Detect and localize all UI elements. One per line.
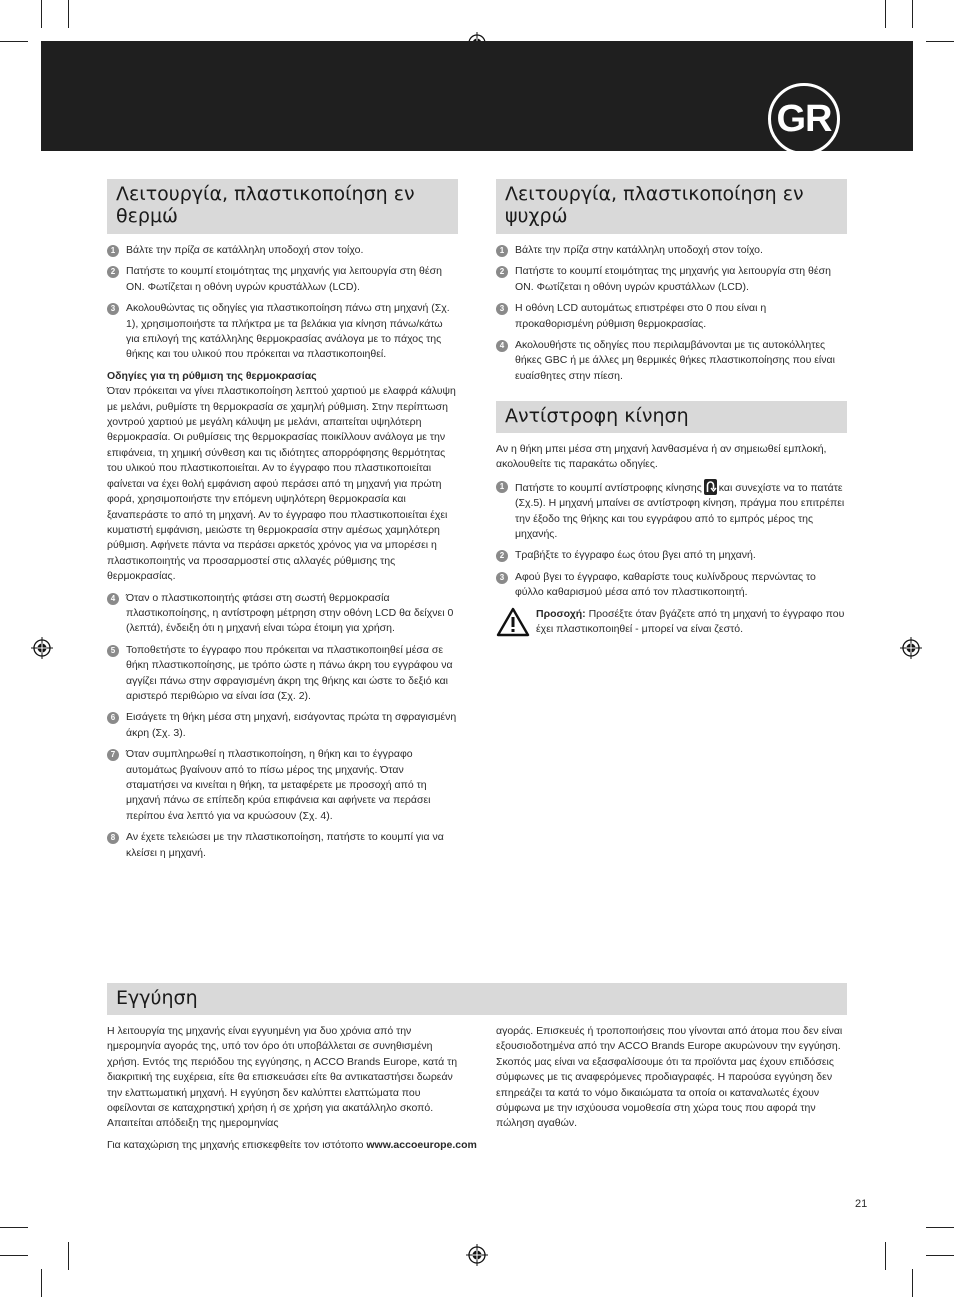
step-number: 1 [496, 245, 508, 257]
crop-mark [885, 1242, 886, 1270]
crop-mark [926, 41, 954, 42]
page-number: 21 [855, 1198, 868, 1210]
section-heading: Αντίστροφη κίνηση [496, 401, 847, 433]
section-heading: Λειτουργία, πλαστικοποίηση εν θερμώ [107, 179, 458, 234]
step-text: Τοποθετήστε το έγγραφο που πρόκειται να πλαστικοποιηθεί μέσα σε θήκη πλαστικοποίησης, με τρόπο ώστε η πάνω άκρη του εγγράφου να αγγίζει πάνω στην σφραγισμένη άκρη της θήκης και ώστε το δεξιό και αριστερό περιθώριο να είναι ίσα (Σχ. 2). [126, 643, 453, 702]
step-text: Βάλτε την πρίζα σε κατάλληλη υποδοχή στον τοίχο. [126, 244, 364, 256]
registration-mark-icon [900, 637, 922, 659]
reverse-button-icon [704, 479, 717, 495]
paragraph: Αν η θήκη μπει μέσα στη μηχανή λανθασμένα ή αν σημειωθεί εμπλοκή, ακολουθείτε τις παρακάτω οδηγίες. [496, 443, 827, 471]
warranty-text-col1: Η λειτουργία της μηχανής είναι εγγυημένη για δυο χρόνια από την ημερομηνία αγοράς της, υπό τον όρο ότι υποβάλλεται σε συνηθισμένη χρήση. Εντός της περιόδου της εγγύησης, η ACCO Brands Europe, κατά τη διακριτική της ευχέρεια, είτε θα επισκευάσει είτε θα αντικαταστήσει δωρεάν την ελαττωματική μηχανή. Η εγγύηση δεν καλύπτει ελαττώματα που οφείλονται σε καταχρηστική χρήση ή σε χρήση για ακατάλληλο σκοπό. Απαιτείται απόδειξη της ημερομηνίας [107, 1025, 458, 1130]
hot-lamination-section [107, 179, 458, 867]
list-item [107, 243, 458, 258]
reverse-section [496, 401, 847, 637]
list-item [496, 338, 847, 384]
list-item [107, 643, 458, 705]
crop-mark [885, 0, 886, 28]
list-item [496, 570, 847, 601]
list-item [496, 243, 847, 258]
step-text: Η οθόνη LCD αυτομάτως επιστρέφει στο 0 που είναι η προκαθορισμένη ρύθμιση θερμοκρασίας. [515, 302, 767, 330]
registration-mark-icon [466, 1244, 488, 1266]
step-text: Τραβήξτε το έγγραφο έως ότου βγει από τη μηχανή. [515, 549, 756, 562]
step-number: 5 [107, 645, 119, 657]
section-heading: Εγγύηση [107, 983, 847, 1015]
warning-icon [496, 607, 530, 637]
step-number: 2 [496, 266, 508, 278]
list-item [107, 710, 458, 741]
cold-lamination-section [496, 179, 847, 390]
crop-mark [912, 0, 913, 28]
warning-label: Προσοχή: [536, 607, 586, 620]
language-badge [768, 83, 840, 155]
step-text: Εισάγετε τη θήκη μέσα στη μηχανή, εισάγοντας πρώτα τη σφραγισμένη άκρη (Σχ. 3). [126, 711, 457, 739]
step-text: Πατήστε το κουμπί ετοιμότητας της μηχανής για λειτουργία στη θέση ON. Φωτίζεται η οθόνη υγρών κρυστάλλων (LCD). [126, 265, 442, 293]
list-item [496, 479, 847, 543]
step-number: 4 [107, 593, 119, 605]
crop-mark [0, 41, 28, 42]
section-heading: Λειτουργία, πλαστικοποίηση εν ψυχρώ [496, 179, 847, 234]
step-number: 6 [107, 712, 119, 724]
step-number: 7 [107, 749, 119, 761]
step-number: 3 [496, 303, 508, 315]
crop-mark [0, 1227, 28, 1228]
step-text: και συνεχίστε να το πατάτε (Σχ.5). Η μηχανή μπαίνει σε αντίστροφη κίνηση, πράγμα που επιτρέπει την έξοδο της θήκης και του εγγράφου από το εμπρός μέρος της μηχανής. [515, 481, 845, 541]
warning-note [496, 607, 847, 638]
step-text: Πατήστε το κουμπί αντίστροφης κίνησης [515, 481, 702, 494]
list-item [496, 301, 847, 332]
step-text: Ακολουθήστε τις οδηγίες που περιλαμβάνονται με τις αυτοκόλλητες θήκες GBC ή με άλλες μη θερμικές θήκες πλαστικοποίησης που είναι ευαίσθητες στην πίεση. [515, 339, 835, 382]
step-number: 1 [496, 481, 508, 493]
crop-mark [912, 1269, 913, 1297]
subheading: Οδηγίες για τη ρύθμιση της θερμοκρασίας [107, 369, 317, 382]
list-item [107, 591, 458, 637]
step-number: 1 [107, 245, 119, 257]
step-number: 2 [496, 550, 508, 562]
registration-line [107, 1138, 847, 1153]
website-link[interactable]: www.accoeurope.com [366, 1138, 477, 1151]
step-number: 3 [107, 303, 119, 315]
list-item [107, 830, 458, 861]
paragraph: Όταν πρόκειται να γίνει πλαστικοποίηση λεπτού χαρτιού με ελαφρά κάλυψη με μελάνι, ρυθμίστε τη θερμοκρασία σε χαμηλή ρύθμιση. Στην περίπτωση χοντρού χαρτιού με μεγάλη κάλυψη με μελάνι, απαιτείται υψηλότερη θερμοκρασία. Οι ρυθμίσεις της θερμοκρασίας ποικίλλουν ανάλογα με την επιφάνεια, τη χημική σύνθεση και τις ιδιότητες απορρόφησης θερμότητας του υλικού που πλαστικοποιείται. Αν το έγγραφο που πλαστικοποιείται φαίνεται να έχει θολή εμφάνιση αφού περάσει από τη μηχανή για πρώτη φορά, χρησιμοποιήστε την επόμενη υψηλότερη θερμοκρασία και ξαναπεράστε το από τη μηχανή. Αν το έγγραφο που πλαστικοποιείται έχει κυματιστή εμφάνιση, μειώστε τη θερμοκρασία στην αμέσως χαμηλότερη ρύθμιση. Αφήνετε πάντα να περάσει αρκετός χρόνος για να μπορέσει η πλαστικοποιητής να προσαρμοστεί στις αλλαγές ρύθμισης της θερμοκρασίας. [107, 385, 456, 583]
step-text: Ακολουθώντας τις οδηγίες για πλαστικοποίηση πάνω στη μηχανή (Σχ. 1), χρησιμοποιήστε τα πλήκτρα με τα βελάκια για κίνηση πάνω/κάτω για επιλογή της κατάλληλης θερμοκρασίας ανάλογα με το πάχος της θήκης και του υλικού που πρόκειται να πλαστικοποιηθεί. [126, 302, 450, 361]
crop-mark [41, 1269, 42, 1297]
step-number: 8 [107, 832, 119, 844]
language-badge-label: GR [776, 97, 832, 140]
list-item [496, 264, 847, 295]
crop-mark [926, 1255, 954, 1256]
warning-text: Προσέξτε όταν βγάζετε από τη μηχανή το έγγραφο που έχει πλαστικοποιηθεί - μπορεί να είναι ζεστό. [536, 607, 845, 636]
step-text: Αφού βγει το έγγραφο, καθαρίστε τους κυλίνδρους περνώντας το φύλλο καθαρισμού μέσα από τον πλαστικοποιητή. [515, 570, 816, 599]
registration-mark-icon [31, 637, 53, 659]
list-item [107, 301, 458, 363]
list-item [496, 548, 847, 563]
step-text: Αν έχετε τελειώσει με την πλαστικοποίηση, πατήστε το κουμπί για να κλείσει η μηχανή. [126, 831, 444, 859]
crop-mark [68, 0, 69, 28]
list-item [107, 264, 458, 295]
step-text: Πατήστε το κουμπί ετοιμότητας της μηχανής για λειτουργία στη θέση ON. Φωτίζεται η οθόνη υγρών κρυστάλλων (LCD). [515, 265, 831, 293]
registration-text: Για καταχώριση της μηχανής επισκεφθείτε τον ιστότοπο [107, 1138, 364, 1151]
crop-mark [0, 1255, 28, 1256]
step-text: Βάλτε την πρίζα στην κατάλληλη υποδοχή στον τοίχο. [515, 244, 763, 256]
warranty-text-col2: αγοράς. Επισκευές ή τροποποιήσεις που γίνονται από άτομα που δεν είναι εξουσιοδοτημένα από την ACCO Brands Europe ακυρώνουν την εγγύηση. Σκοπός μας είναι να εξασφαλίσουμε ότι τα προϊόντα μας έχουν επιδόσεις σύμφωνες με τις αναφερόμενες προδιαγραφές. Η παρούσα εγγύηση δεν επηρεάζει τα κατά το νόμο δικαιώματα τα οποία οι καταναλωτές έχουν σύμφωνα με την ισχύουσα νομοθεσία στη χώρα τους που αφορά την πώληση αγαθών. [496, 1025, 843, 1130]
crop-mark [926, 1227, 954, 1228]
step-text: Όταν ο πλαστικοποιητής φτάσει στη σωστή θερμοκρασία πλαστικοποίησης, η αντίστροφη μέτρηση στην οθόνη LCD θα δείχνει 0 (λεπτά), ένδειξη ότι η μηχανή είναι τώρα έτοιμη για χρήση. [126, 591, 454, 635]
crop-mark [41, 0, 42, 28]
list-item [107, 747, 458, 824]
step-text: Όταν συμπληρωθεί η πλαστικοποίηση, η θήκη και το έγγραφο αυτομάτως βγαίνουν από το πίσω μέρος της μηχανής. Όταν σταματήσει να κινείται η θήκη, τα μεταφέρετε με προσοχή από τη μηχανή πάνω σε επίπεδη κρύα επιφάνεια και αφήνετε να περάσει περίπου ένα λεπτό για να κρυώσουν (Σχ. 4). [126, 748, 431, 822]
step-number: 2 [107, 266, 119, 278]
crop-mark [68, 1242, 69, 1270]
warranty-section [107, 983, 847, 1153]
step-number: 3 [496, 572, 508, 584]
step-number: 4 [496, 340, 508, 352]
